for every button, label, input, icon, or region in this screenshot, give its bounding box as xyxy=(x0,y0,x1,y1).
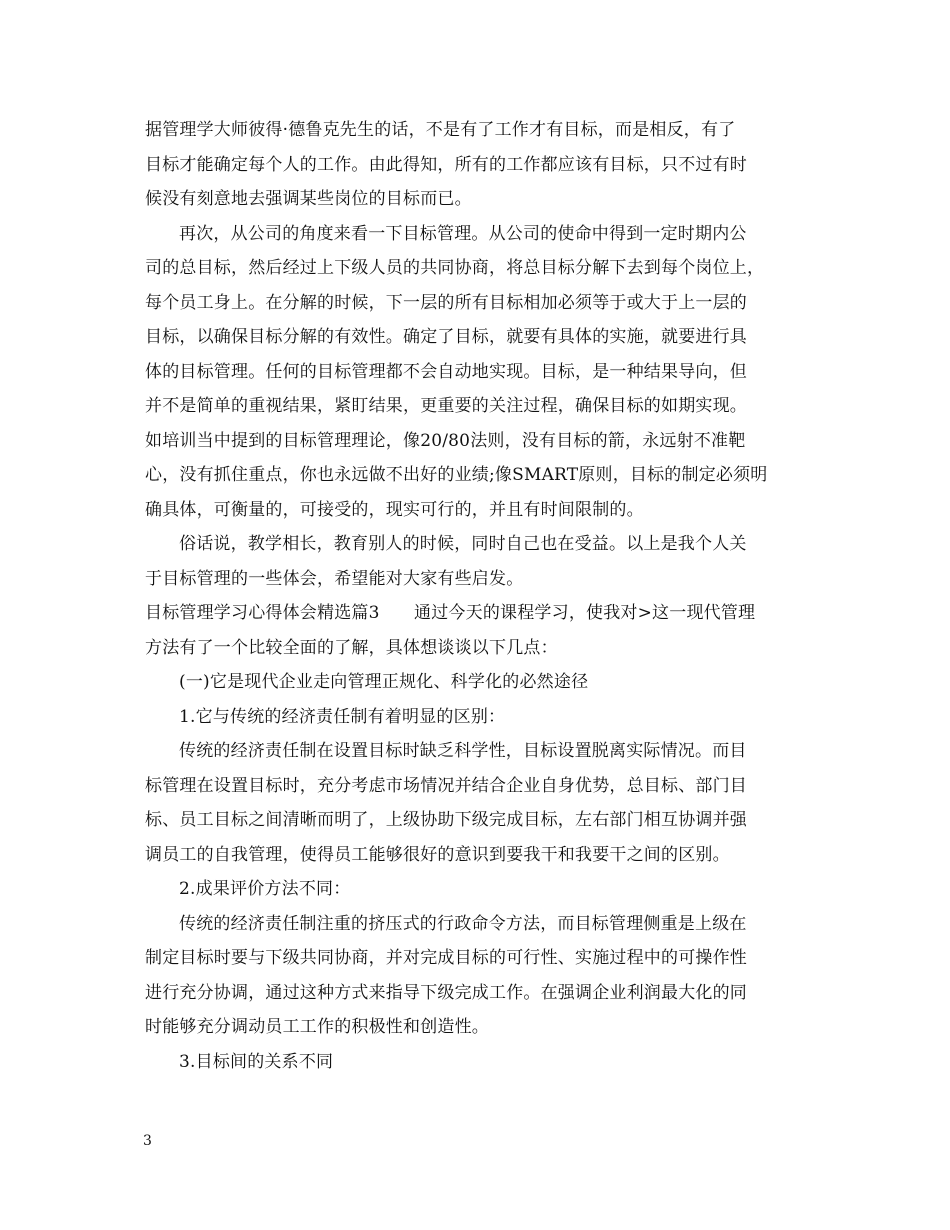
text-line: 确具体，可衡量的，可接受的，现实可行的，并且有时间限制的。 xyxy=(145,499,644,520)
text-line: 于目标管理的一些体会，希望能对大家有些启发。 xyxy=(145,568,524,589)
text-line: 目标才能确定每个人的工作。由此得知，所有的工作都应该有目标，只不过有时 xyxy=(145,154,747,175)
text-line: 标管理在设置目标时，充分考虑市场情况并结合企业自身优势，总目标、部门目 xyxy=(145,775,747,796)
text-line: 目标管理学习心得体会精选篇3 通过今天的课程学习，使我对>这一现代管理 xyxy=(145,603,756,623)
text-line: 司的总目标，然后经过上下级人员的共同协商，将总目标分解下去到每个岗位上， xyxy=(145,258,765,278)
text-line: 1.它与传统的经济责任制有着明显的区别： xyxy=(179,706,506,727)
document-body xyxy=(145,113,815,1079)
text-line: 体的目标管理。任何的目标管理都不会自动地实现。目标，是一种结果导向，但 xyxy=(145,361,747,382)
text-line: 心，没有抓住重点，你也永远做不出好的业绩;像SMART原则，目标的制定必须明 xyxy=(145,465,768,485)
text-line: 并不是简单的重视结果，紧盯结果，更重要的关注过程，确保目标的如期实现。 xyxy=(145,396,747,416)
text-line: 据管理学大师彼得·德鲁克先生的话，不是有了工作才有目标，而是相反，有了 xyxy=(145,120,736,140)
text-line: (一)它是现代企业走向管理正规化、科学化的必然途径 xyxy=(179,672,589,692)
text-line: 俗话说，教学相长，教育别人的时候，同时自己也在受益。以上是我个人关 xyxy=(179,534,747,554)
text-line: 方法有了一个比较全面的了解，具体想谈谈以下几点： xyxy=(145,637,558,658)
text-line: 进行充分协调，通过这种方式来指导下级完成工作。在强调企业利润最大化的同 xyxy=(145,982,747,1003)
text-line: 再次，从公司的角度来看一下目标管理。从公司的使命中得到一定时期内公 xyxy=(179,223,747,244)
text-line: 目标，以确保目标分解的有效性。确定了目标，就要有具体的实施，就要进行具 xyxy=(145,327,747,347)
text-line: 传统的经济责任制注重的挤压式的行政命令方法，而目标管理侧重是上级在 xyxy=(179,913,747,934)
text-line: 2.成果评价方法不同： xyxy=(179,879,351,899)
text-line: 3.目标间的关系不同 xyxy=(179,1051,334,1072)
text-line: 制定目标时要与下级共同协商，并对完成目标的可行性、实施过程中的可操作性 xyxy=(145,948,747,968)
text-line: 标、员工目标之间清晰而明了，上级协助下级完成目标，左右部门相互协调并强 xyxy=(145,810,747,830)
page-number: 3 xyxy=(143,1133,152,1149)
text-line: 候没有刻意地去强调某些岗位的目标而已。 xyxy=(145,189,472,209)
text-line: 调员工的自我管理，使得员工能够很好的意识到要我干和我要干之间的区别。 xyxy=(145,844,730,865)
text-line: 时能够充分调动员工工作的积极性和创造性。 xyxy=(145,1017,489,1037)
text-line: 如培训当中提到的目标管理理论，像20/80法则，没有目标的箭，永远射不准靶 xyxy=(145,430,746,451)
text-line: 每个员工身上。在分解的时候，下一层的所有目标相加必须等于或大于上一层的 xyxy=(145,292,747,313)
text-line: 传统的经济责任制在设置目标时缺乏科学性，目标设置脱离实际情况。而目 xyxy=(179,741,747,761)
